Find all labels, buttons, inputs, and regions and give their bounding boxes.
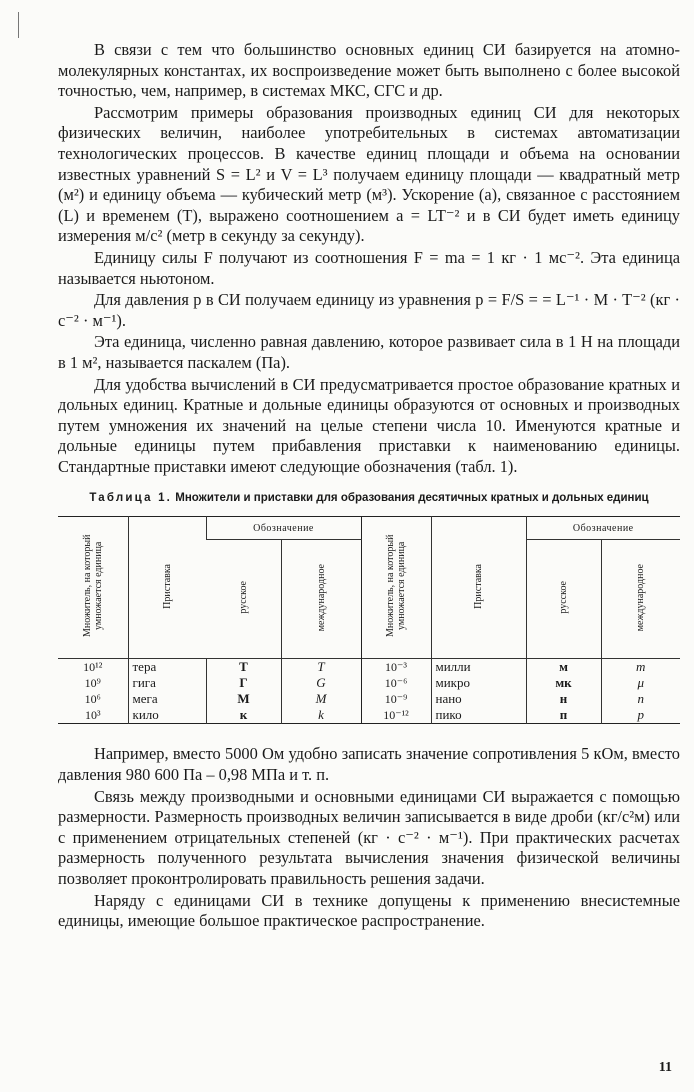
header-designation-left: Обозначение xyxy=(206,517,361,540)
prefix-name: кило xyxy=(132,707,159,723)
header-factor-right: Множитель, на который умножается единица xyxy=(361,517,431,659)
paragraph-1: В связи с тем что большинство основных единиц СИ базируется на атомно-молекулярных константах, их воспроизведение может быть выполнено с более высокой точностью, чем, например, в системах МКС, СГС и др. xyxy=(58,40,680,101)
header-factor-left: Множитель, на который умножается единица xyxy=(81,534,104,638)
international-symbol: m xyxy=(636,659,646,675)
russian-right-cell xyxy=(526,659,601,724)
russian-symbol: мк xyxy=(555,675,572,691)
book-page xyxy=(58,40,680,932)
header-prefix-right: Приставка xyxy=(431,517,526,659)
factor-value: 10¹² xyxy=(83,660,103,675)
prefix-name: пико xyxy=(435,707,462,723)
table-caption-text: Множители и приставки для образования десятичных кратных и дольных единиц xyxy=(175,492,649,505)
international-symbol: μ xyxy=(637,675,645,691)
factor-value: 10⁻³ xyxy=(385,660,407,675)
table-caption-label: Таблица 1. xyxy=(89,492,173,505)
page-edge-mark xyxy=(18,12,19,38)
international-symbol: T xyxy=(317,659,325,675)
paragraph-3: Единицу силы F получают из соотношения F = ma = 1 кг · 1 мс⁻². Эта единица называется ньютоном. xyxy=(58,247,680,288)
international-symbol: k xyxy=(318,707,324,723)
table-caption xyxy=(58,491,680,506)
table-row xyxy=(58,659,680,724)
header-international-left: международное xyxy=(281,540,361,659)
header-designation-right: Обозначение xyxy=(526,517,680,540)
paragraph-7: Например, вместо 5000 Ом удобно записать значение сопротивления 5 кОм, вместо давления 980 600 Па – 0,98 МПа и т. п. xyxy=(58,744,680,785)
header-russian-right: русское xyxy=(526,540,601,659)
russian-symbol: М xyxy=(237,691,250,707)
paragraph-2: Рассмотрим примеры образования производных единиц СИ для некоторых физических величин, наиболее употребительных в системах автоматизации технологических процессов. В качестве единиц площади и объема на основании известных уравнений S = L² и V = L³ получаем единицу площади — квадратный метр (м²) и единицу объема — кубический метр (м³). Ускорение (a), связанное с расстоянием (L) и временем (T), выражено соотношением a = LT⁻² и в СИ будет иметь единицу измерения м/с² (метр в секунду за секунду). xyxy=(58,102,680,246)
prefix-name: нано xyxy=(435,691,462,707)
russian-symbol: м xyxy=(559,659,568,675)
factor-value: 10⁻¹² xyxy=(383,708,409,723)
russian-symbol: н xyxy=(559,691,568,707)
international-symbol: M xyxy=(315,691,327,707)
russian-symbol: к xyxy=(239,707,248,723)
international-left-cell xyxy=(281,659,361,724)
prefix-name: гига xyxy=(132,675,156,691)
paragraph-6: Для удобства вычислений в СИ предусматривается простое образование кратных и дольных единиц. Кратные и дольные единицы образуются от основных и производных путем умножения их значений на целые степени числа 10. Именуются кратные и дольные единицы путем прибавления приставки к наименованию единицы. Стандартные приставки имеют следующие обозначения (табл. 1). xyxy=(58,374,680,476)
russian-symbol: Т xyxy=(239,659,248,675)
header-prefix-left: Приставка xyxy=(128,517,206,659)
paragraph-8: Связь между производными и основными единицами СИ выражается с помощью размерности. Размерность производных величин записывается в виде дроби (кг/с²м) или с применением отрицательных степеней (кг · с⁻² · м⁻¹). При практических расчетах размерность полученного результата вычисления значения физической величины позволяет проконтролировать правильность решения задачи. xyxy=(58,786,680,889)
factor-value: 10³ xyxy=(84,708,101,723)
prefixes-right-cell xyxy=(431,659,526,724)
russian-symbol: п xyxy=(559,707,568,723)
prefix-name: микро xyxy=(435,675,470,691)
factor-value: 10⁻⁶ xyxy=(384,676,408,691)
prefix-name: тера xyxy=(132,659,157,675)
page-number: 11 xyxy=(658,1060,672,1075)
header-international-right: международное xyxy=(601,540,680,659)
header-russian-left: русское xyxy=(237,581,249,614)
international-symbol: G xyxy=(316,675,326,691)
prefixes-left-cell xyxy=(128,659,206,724)
prefix-table xyxy=(58,516,680,724)
paragraph-9: Наряду с единицами СИ в технике допущены к применению внесистемные единицы, имеющие большое практическое распространение. xyxy=(58,890,680,931)
russian-left-cell xyxy=(206,659,281,724)
international-symbol: p xyxy=(637,707,644,723)
factor-value: 10⁶ xyxy=(84,692,101,707)
factors-left-cell xyxy=(58,659,128,724)
russian-symbol: Г xyxy=(239,675,248,691)
paragraph-4: Для давления p в СИ получаем единицу из уравнения p = F/S = = L⁻¹ · M · T⁻² (кг · с⁻² · м⁻¹). xyxy=(58,290,680,330)
international-right-cell xyxy=(601,659,680,724)
paragraph-5: Эта единица, численно равная давлению, которое развивает сила в 1 Н на площади в 1 м², называется паскалем (Па). xyxy=(58,332,680,372)
prefix-name: мега xyxy=(132,691,158,707)
prefix-name: милли xyxy=(435,659,471,675)
factors-right-cell xyxy=(361,659,431,724)
factor-value: 10⁻⁹ xyxy=(384,692,408,707)
factor-value: 10⁹ xyxy=(84,676,101,691)
international-symbol: n xyxy=(637,691,644,707)
